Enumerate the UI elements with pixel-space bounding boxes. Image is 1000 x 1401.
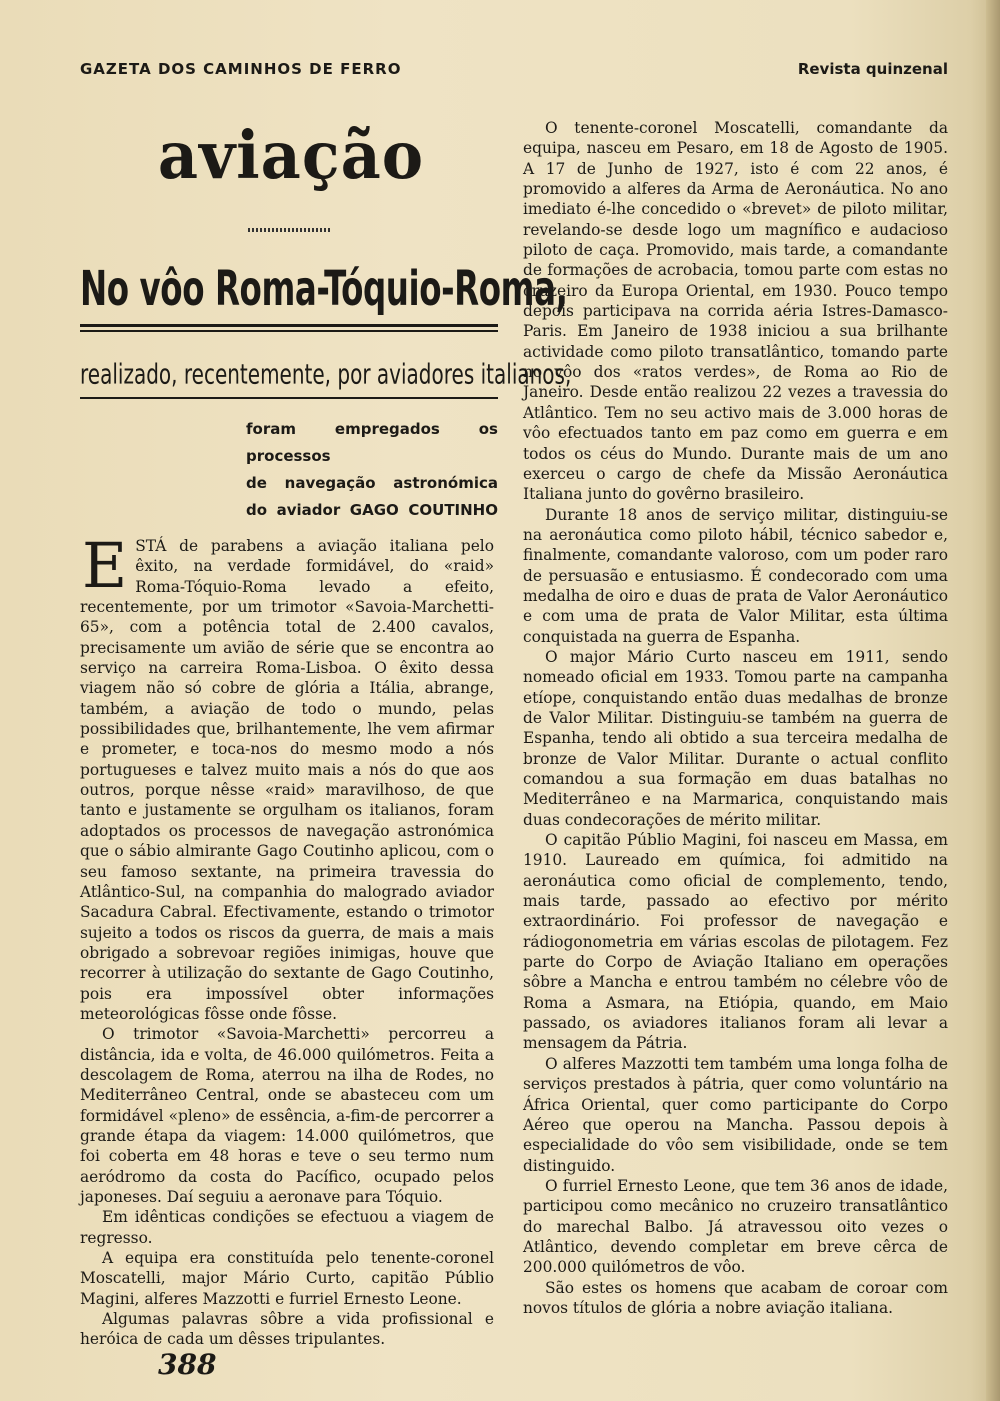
article-paragraph: O trimotor «Savoia-Marchetti» percorreu a distância, ida e volta, de 46.000 quilómetros. Feita a descolagem de Roma, aterrou na ilha de Rodes, no Mediterrâneo Central, onde se abasteceu com um formidável «pleno» de essência, a-fim-de percorrer a grande étapa da viagem: 14.000 quilómetros, que foi coberta em 48 horas e teve o seu termo num aeródromo da costa do Pacífico, ocupado pelos japoneses. Daí seguiu a aeronave para Tóquio. — [80, 1025, 494, 1206]
publication-title: GAZETA DOS CAMINHOS DE FERRO — [80, 60, 402, 78]
paragraph-text: STÁ de parabens a aviação italiana pelo êxito, na verdade formidável, do «raid» Roma-Tóquio-Roma levado a efeito, recentemente, por um trimotor «Savoia-Marchetti-65», com a potência total de 2.400 cavalos, precisamente um avião de série que se encontra ao serviço na carreira Roma-Lisboa. O êxito dessa viagem não só cobre de glória a Itália, abrange, também, a aviação de todo o mundo, pelas possibilidades que, brilhantemente, lhe vem afirmar e prometer, e toca-nos do mesmo modo a nós portugueses e talvez muito mais a nós do que aos outros, porque nêsse «raid» maravilhoso, de que tanto e justamente se orgulham os italianos, foram adoptados os processos de navegação astronómica que o sábio almirante Gago Coutinho aplicou, com o seu famoso sextante, na primeira travessia do Atlântico-Sul, na companhia do malogrado aviador Sacadura Cabral. Efectivamente, estando o trimotor sujeito a todos os riscos da guerra, de mais a mais obrigado a sobrevoar regiões inimigas, houve que recorrer à utilização do sextante de Gago Coutinho, pois era impossível obter informações meteorológicas fôsse onde fôsse. — [80, 537, 494, 1023]
article-paragraph — [80, 529, 494, 1024]
article-paragraph: São estes os homens que acabam de coroar com novos títulos de glória a nobre aviação italiana. — [523, 1278, 948, 1317]
deck-line: de navegação astronómica — [246, 474, 498, 492]
article-headline: No vôo Roma-Tóquio-Roma, — [80, 260, 568, 317]
article-paragraph: O capitão Públio Magini, foi nasceu em Massa, em 1910. Laureado em química, foi admitido na aeronáutica como oficial de complemento, tendo, mais tarde, passado ao efectivo por mérito extraordinário. Foi professor de navegação e rádiogonometria em várias escolas de pilotagem. Fez parte do Corpo de Aviação Italiano em operações sôbre a Mancha e entrou também no célebre vôo de Roma a Asmara, na Etiópia, quando, em Maio passado, os aviadores italianos foram ali levar a mensagem da Pátria. — [523, 831, 948, 1053]
article-paragraph: A equipa era constituída pelo tenente-coronel Moscatelli, major Mário Curto, capitão Públio Magini, alferes Mazzotti e furriel Ernesto Leone. — [80, 1249, 494, 1308]
article-column-left — [80, 529, 494, 1350]
article-deck — [246, 416, 498, 524]
page-number: 388 — [158, 1348, 217, 1381]
subhead-rule — [80, 397, 498, 399]
article-paragraph: Durante 18 anos de serviço militar, distinguiu-se na aeronáutica como piloto hábil, técnico sabedor e, finalmente, comandante valoroso, com um poder raro de persuasão e entusiasmo. É condecorado com uma medalha de oiro e duas de prata de Valor Aeronáutico e com uma de prata de Valor Militar, esta última conquistada na guerra de Espanha. — [523, 505, 948, 646]
headline-rule-bottom — [80, 330, 498, 332]
article-paragraph: O major Mário Curto nasceu em 1911, sendo nomeado oficial em 1933. Tomou parte na campanha etíope, conquistando então duas medalhas de bronze de Valor Militar. Distinguiu-se também na guerra de Espanha, tendo ali obtido a sua terceira medalha de bronze de Valor Militar. Durante o actual conflito comandou a sua formação em duas batalhas no Mediterrâneo e na Marmarica, conquistando mais duas condecorações de mérito militar. — [523, 647, 948, 829]
article-column-right — [523, 118, 948, 1318]
headline-rule-top — [80, 324, 498, 327]
article-paragraph: Algumas palavras sôbre a vida profissional e heróica de cada um dêsses tripulantes. — [80, 1310, 494, 1349]
section-masthead: aviação — [157, 117, 425, 194]
article-paragraph: O alferes Mazzotti tem também uma longa folha de serviços prestados à pátria, quer como voluntário na África Oriental, quer como participante do Corpo Aéreo que operou na Mancha. Passou depois à especialidade do vôo sem visibilidade, onde se tem distinguido. — [523, 1054, 948, 1175]
deck-line: foram empregados os processos — [246, 420, 498, 465]
article-subhead: realizado, recentemente, por aviadores italianos, — [80, 358, 572, 391]
deck-line: do aviador GAGO COUTINHO — [246, 501, 498, 519]
masthead-ornament-rule — [248, 228, 330, 232]
drop-cap: E — [82, 529, 128, 602]
publication-frequency: Revista quinzenal — [797, 60, 948, 78]
page-edge-shadow — [986, 0, 1000, 1401]
article-paragraph: Em idênticas condições se efectuou a viagem de regresso. — [80, 1208, 494, 1247]
article-paragraph: O furriel Ernesto Leone, que tem 36 anos de idade, participou como mecânico no cruzeiro transatlântico do marechal Balbo. Já atravessou oito vezes o Atlântico, devendo completar em breve cêrca de 200.000 quilómetros de vôo. — [523, 1176, 948, 1277]
article-paragraph: O tenente-coronel Moscatelli, comandante da equipa, nasceu em Pesaro, em 18 de Agosto de 1905. A 17 de Junho de 1927, isto é com 22 anos, é promovido a alferes da Arma de Aeronáutica. No ano imediato é-lhe concedido o «brevet» de piloto militar, revelando-se desde logo um magnífico e audacioso piloto de caça. Promovido, mais tarde, a comandante de formações de acrobacia, tomou parte com estas no cruzeiro da Europa Oriental, em 1930. Pouco tempo depois participava na corrida aéria Istres-Damasco-Paris. Em Janeiro de 1938 iniciou a sua brilhante actividade como piloto transatlântico, tomando parte no vôo dos «ratos verdes», de Roma ao Rio de Janeiro. Desde então realizou 22 vezes a travessia do Atlântico. Tem no seu activo mais de 3.000 horas de vôo efectuados tanto em paz como em guerra e em todos os céus do Mundo. Durante mais de um ano exerceu o cargo de chefe da Missão Aeronáutica Italiana junto do govêrno brasileiro. — [523, 119, 948, 504]
